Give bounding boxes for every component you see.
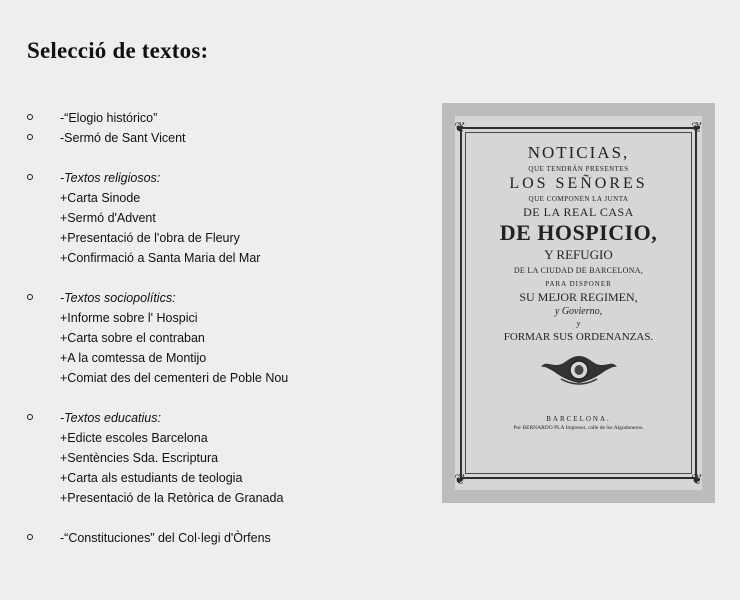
page-title: Selecció de textos:	[27, 38, 209, 63]
doc-line: QUE TENDRÁN PRESENTES	[528, 165, 629, 173]
item-text: -Sermó de Sant Vicent	[60, 131, 186, 145]
list-group-sociopolitical	[27, 288, 427, 388]
hollow-bullet-icon	[27, 294, 33, 300]
doc-line: y Govierno,	[554, 306, 603, 317]
sub-item: +Presentació de la Retòrica de Granada	[60, 491, 284, 505]
doc-line: BARCELONA.	[546, 415, 611, 423]
sub-item: +Informe sobre l' Hospici	[60, 311, 198, 325]
item-text: -“Elogio histórico”	[60, 111, 158, 125]
sub-item: +Sentències Sda. Escriptura	[60, 451, 219, 465]
sub-item: +Carta sobre el contraban	[60, 331, 205, 345]
hollow-bullet-icon	[27, 414, 33, 420]
hollow-bullet-icon	[27, 134, 33, 140]
doc-line: Por BERNARDO PLA Impresor, calle de los Algodoneros.	[513, 425, 644, 431]
doc-line: DE LA CIUDAD DE BARCELONA,	[513, 266, 644, 275]
list-item	[27, 108, 427, 128]
doc-line: Y REFUGIO	[544, 247, 613, 262]
doc-line: DE LA REAL CASA	[523, 205, 634, 219]
sub-item: +Edicte escoles Barcelona	[60, 431, 208, 445]
corner-ornament-icon: ❦	[454, 119, 466, 135]
doc-line: DE HOSPICIO,	[499, 220, 658, 245]
sub-item: +Carta als estudiants de teologia	[60, 471, 243, 485]
list-group-educational	[27, 408, 427, 508]
group-heading: -Textos religiosos:	[60, 171, 161, 185]
sub-item: +Presentació de l'obra de Fleury	[60, 231, 240, 245]
vignette-ornament-icon	[539, 353, 619, 387]
sub-item: +Carta Sinode	[60, 191, 141, 205]
doc-line: y	[576, 319, 581, 328]
corner-ornament-icon: ❦	[691, 471, 703, 487]
corner-ornament-icon: ❦	[454, 471, 466, 487]
group-heading: -Textos sociopolítics:	[60, 291, 176, 305]
sub-item: +Confirmació a Santa Maria del Mar	[60, 251, 261, 265]
group-heading: -Textos educatius:	[60, 411, 161, 425]
doc-line: PARA DISPONER	[545, 280, 612, 288]
item-text: -“Constituciones” del Col·legi d'Òrfens	[60, 531, 271, 545]
doc-line: NOTICIAS,	[527, 143, 630, 162]
doc-line: LOS SEÑORES	[509, 175, 648, 192]
corner-ornament-icon: ❦	[691, 119, 703, 135]
doc-line: SU MEJOR REGIMEN,	[519, 290, 638, 304]
hollow-bullet-icon	[27, 174, 33, 180]
list-item	[27, 528, 427, 548]
list-group-religious	[27, 168, 427, 268]
hollow-bullet-icon	[27, 534, 33, 540]
sub-item: +A la comtessa de Montijo	[60, 351, 207, 365]
text-selection-list	[27, 108, 427, 548]
sub-item: +Sermó d'Advent	[60, 211, 156, 225]
sub-item: +Comiat des del cementeri de Poble Nou	[60, 371, 289, 385]
document-text	[460, 143, 697, 431]
hollow-bullet-icon	[27, 114, 33, 120]
doc-line: QUE COMPONEN LA JUNTA	[528, 195, 629, 203]
historical-document-image	[442, 103, 715, 503]
doc-line: FORMAR SUS ORDENANZAS.	[503, 331, 654, 343]
list-item	[27, 128, 427, 148]
